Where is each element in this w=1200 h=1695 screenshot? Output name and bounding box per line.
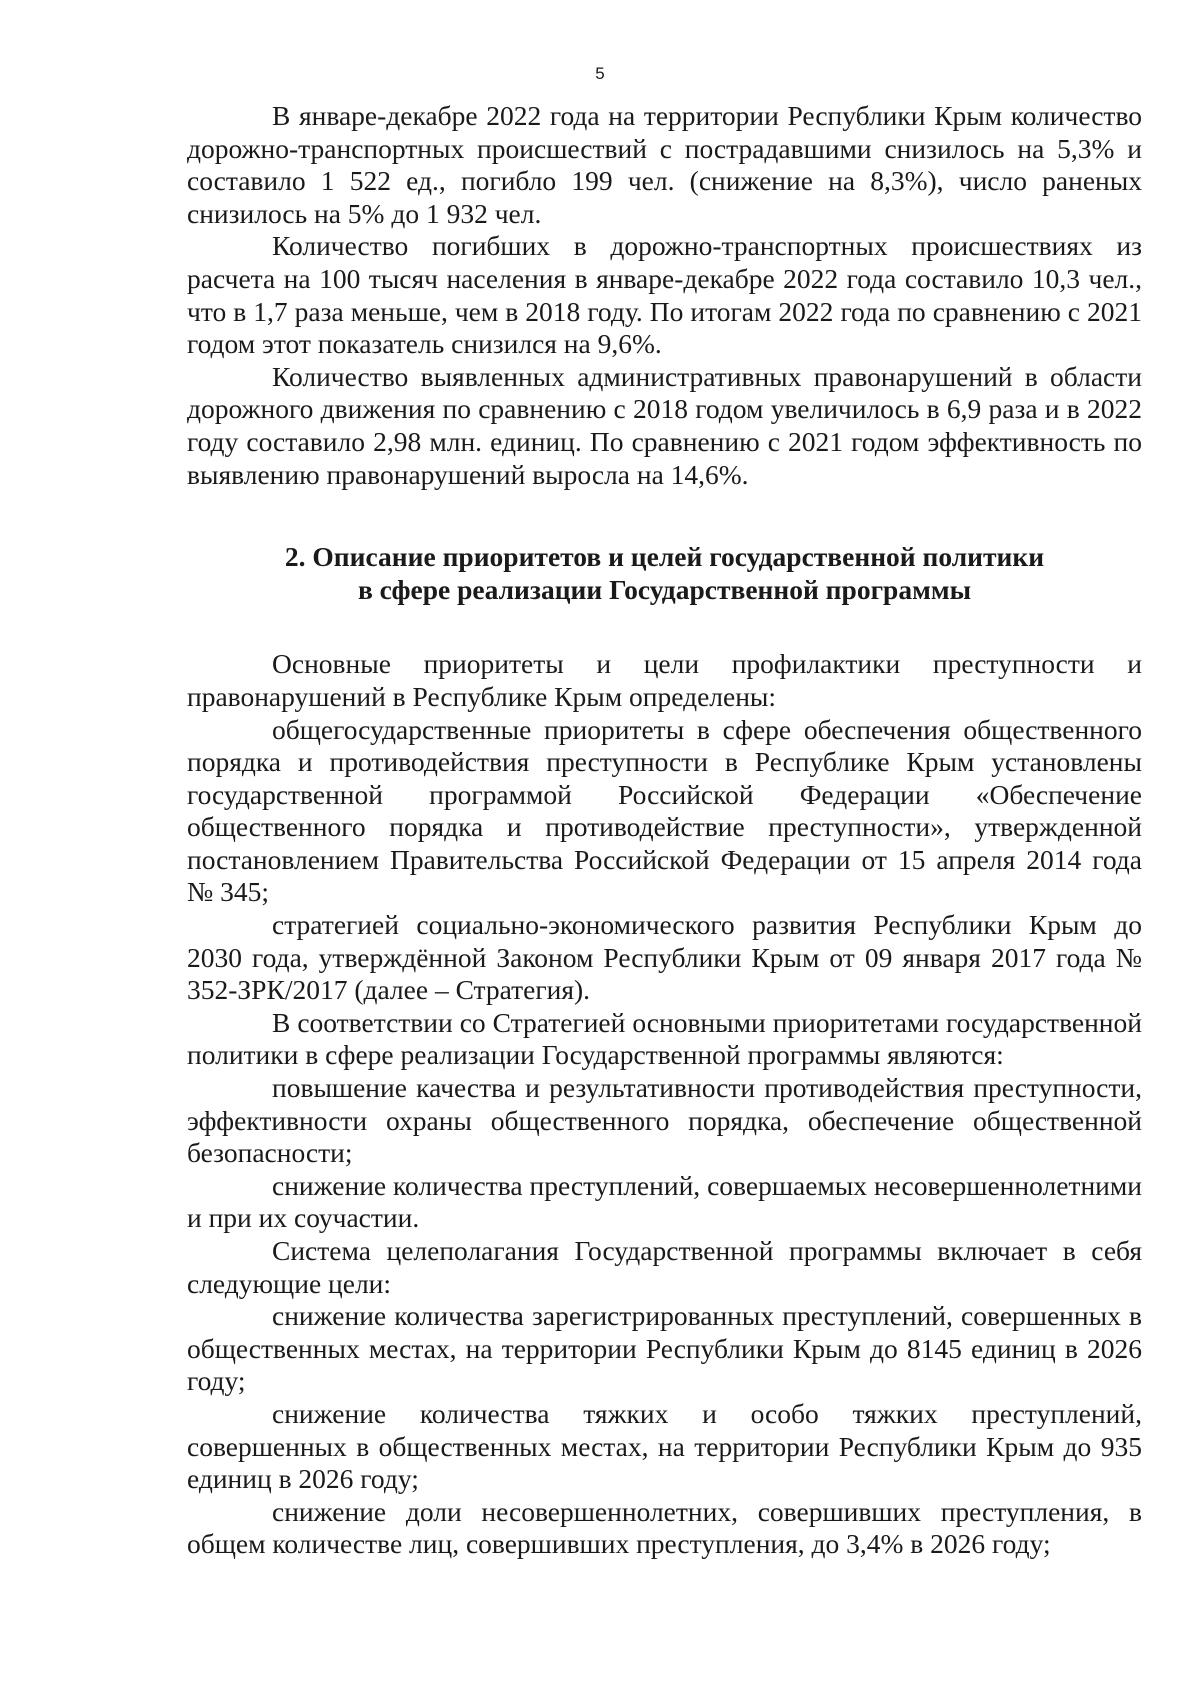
paragraph-strategy-priorities: В соответствии со Стратегией основными приоритетами государственной политики в сфере реализации Государственной программы являются:: [187, 1006, 1142, 1071]
list-item-priority-juvenile: снижение количества преступлений, совершаемых несовершеннолетними и при их соучастии.: [187, 1169, 1142, 1234]
paragraph-fatalities-rate: Количество погибших в дорожно-транспортных происшествиях из расчета на 100 тысяч населения в январе-декабре 2022 года составило 10,3 чел., что в 1,7 раза меньше, чем в 2018 году. По итогам 2022 года по сравнению с 2021 годом этот показатель снизился на 9,6%.: [187, 230, 1142, 360]
document-body: [187, 100, 1142, 1561]
list-item-goal-public-crimes: снижение количества зарегистрированных преступлений, совершенных в общественных местах, на территории Республики Крым до 8145 единиц в 2026 году;: [187, 1300, 1142, 1397]
paragraph-road-accidents: В январе-декабре 2022 года на территории Республики Крым количество дорожно-транспортных происшествий с пострадавшими снизилось на 5,3% и составило 1 522 ед., погибло 199 чел. (снижение на 8,3%), число раненых снизилось на 5% до 1 932 чел.: [187, 100, 1142, 229]
section-heading-line-1: 2. Описание приоритетов и целей государственной политики: [284, 541, 1045, 573]
page-number: 5: [595, 64, 605, 83]
section-heading-line-2: в сфере реализации Государственной программы: [357, 573, 972, 605]
paragraph-administrative-offenses: Количество выявленных административных правонарушений в области дорожного движения по сравнению с 2018 годом увеличилось в 6,9 раза и в 2022 году составило 2,98 млн. единиц. По сравнению с 2021 годом эффективность по выявлению правонарушений выросла на 14,6%.: [187, 360, 1142, 490]
paragraph-goal-system: Система целеполагания Государственной программы включает в себя следующие цели:: [187, 1235, 1142, 1299]
list-item-priority-quality: повышение качества и результативности противодействия преступности, эффективности охраны общественного порядка, обеспечение общественной безопасности;: [187, 1072, 1142, 1169]
paragraph-federal-priorities: общегосударственные приоритеты в сфере обеспечения общественного порядка и противодействия преступности в Республике Крым установлены государственной программой Российской Федерации «Обеспечение общественного порядка и противодействие преступности», утвержденной постановлением Правительства Российской Федерации от 15 апреля 2014 года № 345;: [187, 713, 1142, 908]
list-item-goal-grave-crimes: снижение количества тяжких и особо тяжких преступлений, совершенных в общественных местах, на территории Республики Крым до 935 единиц в 2026 году;: [187, 1397, 1142, 1495]
paragraph-priorities-intro: Основные приоритеты и цели профилактики преступности и правонарушений в Республике Крым определены:: [187, 648, 1142, 712]
list-item-goal-juvenile-share: снижение доли несовершеннолетних, совершивших преступления, в общем количестве лиц, совершивших преступления, до 3,4% в 2026 году;: [187, 1495, 1142, 1560]
paragraph-strategy-2030: стратегией социально-экономического развития Республики Крым до 2030 года, утверждённой Законом Республики Крым от 09 января 2017 года № 352-ЗРК/2017 (далее – Стратегия).: [187, 909, 1142, 1006]
